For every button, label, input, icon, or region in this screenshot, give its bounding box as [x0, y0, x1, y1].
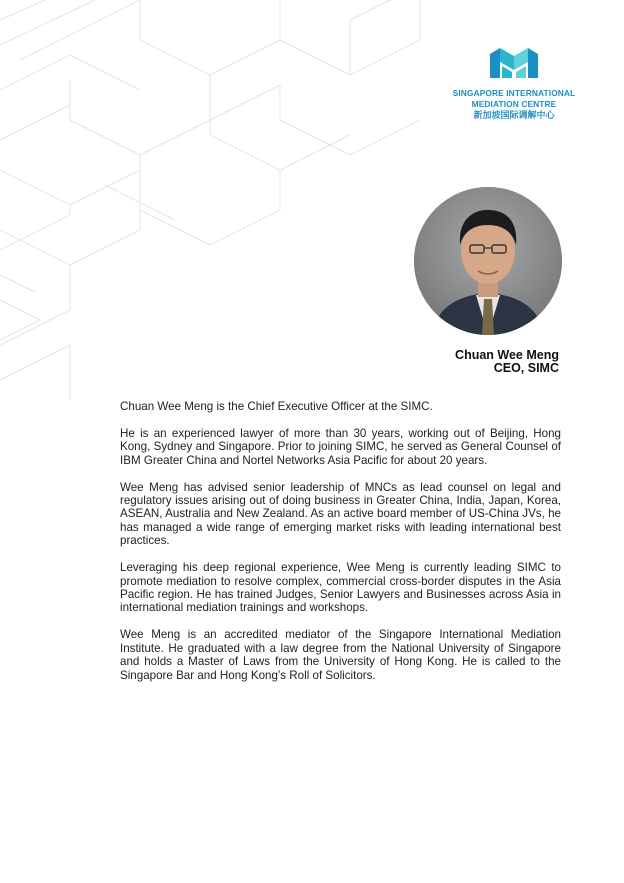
background-pattern: [0, 0, 430, 420]
person-name: Chuan Wee Meng: [455, 348, 559, 362]
bio-paragraph: Wee Meng has advised senior leadership of MNCs as lead counsel on legal and regulatory issues arising out of doing business in Greater China, India, Japan, Korea, ASEAN, Australia and New Zealand. As an active board member of US-China JVs, he has managed a wide range of emerging market risks with leading international best practices.: [120, 480, 561, 548]
portrait-photo: [414, 187, 562, 335]
bio-paragraph: He is an experienced lawyer of more than 30 years, working out of Beijing, Hong Kong, Sydney and Singapore. Prior to joining SIMC, he served as General Counsel of IBM Greater China and Nortel Networks Asia Pacific for about 20 years.: [120, 426, 561, 467]
person-title: CEO, SIMC: [493, 361, 559, 375]
logo-text-line2: MEDIATION CENTRE: [471, 98, 557, 109]
logo-text-chinese: 新加坡国际调解中心: [473, 110, 555, 120]
bio-paragraph: Wee Meng is an accredited mediator of the Singapore International Mediation Institute. He graduated with a law degree from the National University of Singapore and holds a Master of Laws from the University of Hong Kong. He is called to the Singapore Bar and Hong Kong’s Roll of Solicitors.: [120, 628, 561, 682]
simc-logo-mark-icon: [488, 42, 540, 82]
logo-text-line1: SINGAPORE INTERNATIONAL: [452, 88, 576, 98]
simc-logo: [448, 42, 580, 121]
biography: [120, 400, 561, 695]
bio-paragraph: Chuan Wee Meng is the Chief Executive Officer at the SIMC.: [120, 400, 433, 413]
profile-portrait: [414, 187, 562, 335]
profile-name-block: [455, 349, 559, 375]
bio-paragraph: Leveraging his deep regional experience, Wee Meng is currently leading SIMC to promote mediation to resolve complex, commercial cross-border disputes in the Asia Pacific region. He has trained Judges, Senior Lawyers and Businesses across Asia in international mediation trainings and workshops.: [120, 561, 561, 615]
